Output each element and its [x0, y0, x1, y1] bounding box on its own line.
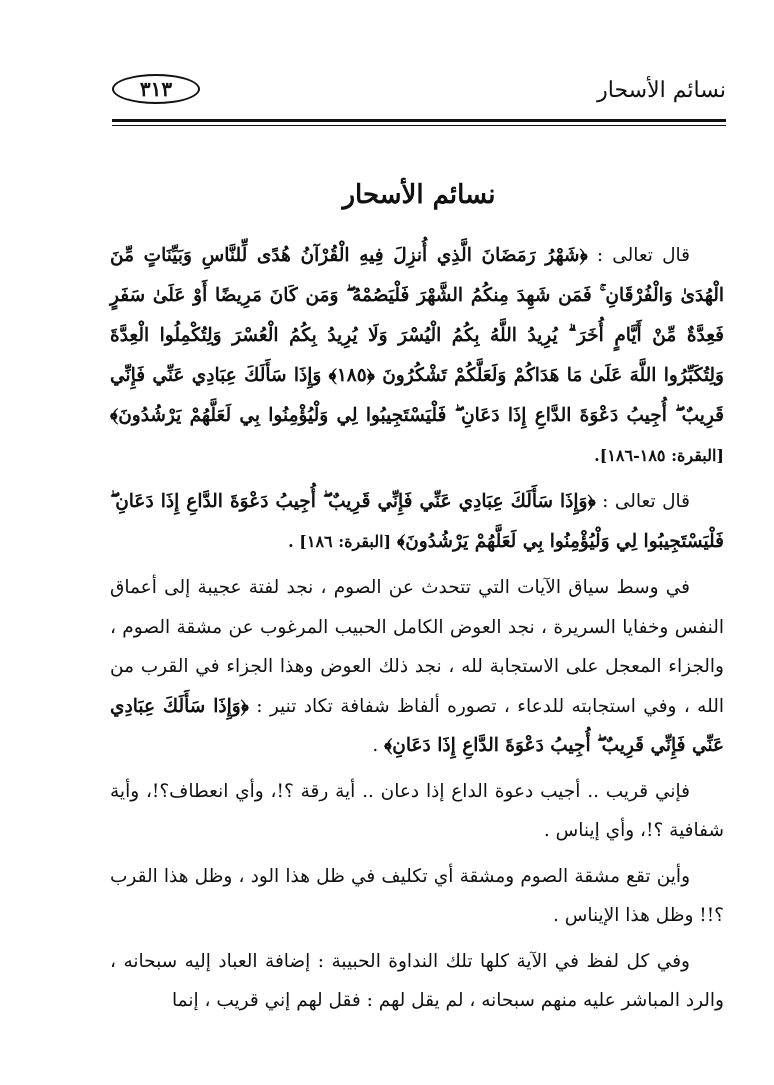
paragraph-verse-1: [110, 236, 724, 476]
page-number-badge: ٣١٣: [112, 74, 200, 104]
paragraph-5: وأين تقع مشقة الصوم ومشقة أي تكليف في ظل هذا الود ، وظل هذا القرب ؟!! وظل هذا الإيناس .: [110, 865, 724, 926]
verse-reference: [البقرة: ١٨٦] .: [288, 532, 392, 551]
paragraph-tail: .: [372, 735, 379, 756]
quran-verse: ﴿وَإِذَا سَأَلَكَ عِبَادِي عَنِّي فَإِنِّي قَرِيبٌ ۖ أُجِيبُ دَعْوَةَ الدَّاعِ إِذَا دَعَانِ ۖ فَلْيَسْتَجِيبُوا لِي وَلْيُؤْمِنُوا بِي لَعَلَّهُمْ يَرْشُدُونَ﴾: [110, 491, 724, 552]
verse-intro: قال تعالى :: [602, 491, 690, 512]
paragraph-verse-2: [110, 482, 724, 562]
paragraph-3: [110, 568, 724, 766]
quran-verse: ﴿وَإِذَا سَأَلَكَ عِبَادِي عَنِّي فَإِنِّي قَرِيبٌ ۖ أُجِيبُ دَعْوَةَ الدَّاعِ إِذَا دَعَانِ﴾: [110, 695, 724, 756]
paragraph-6: وفي كل لفظ في الآية كلها تلك النداوة الحبيبة : إضافة العباد إليه سبحانه ، والرد المباشر عليه منهم سبحانه ، لم يقل لهم : فقل لهم إني قريب ، إنما: [110, 950, 724, 1011]
running-head: نسائم الأسحار: [597, 78, 726, 103]
body-text: [110, 236, 724, 1027]
header-rule-thick: [112, 119, 726, 122]
verse-intro: قال تعالى :: [596, 245, 690, 266]
quran-verse: ﴿شَهْرُ رَمَضَانَ الَّذِي أُنزِلَ فِيهِ الْقُرْآنُ هُدًى لِّلنَّاسِ وَبَيِّنَاتٍ مِّنَ الْهُدَىٰ وَالْفُرْقَانِ ۚ فَمَن شَهِدَ مِنكُمُ الشَّهْرَ فَلْيَصُمْهُ ۖ وَمَن كَانَ مَرِيضًا أَوْ عَلَىٰ سَفَرٍ فَعِدَّةٌ مِّنْ أَيَّامٍ أُخَرَ ۗ يُرِيدُ اللَّهُ بِكُمُ الْيُسْرَ وَلَا يُرِيدُ بِكُمُ الْعُسْرَ وَلِتُكْمِلُوا الْعِدَّةَ وَلِتُكَبِّرُوا اللَّهَ عَلَىٰ مَا هَدَاكُمْ وَلَعَلَّكُمْ تَشْكُرُونَ ﴿١٨٥﴾ وَإِذَا سَأَلَكَ عِبَادِي عَنِّي فَإِنِّي قَرِيبٌ ۖ أُجِيبُ دَعْوَةَ الدَّاعِ إِذَا دَعَانِ ۖ فَلْيَسْتَجِيبُوا لِي وَلْيُؤْمِنُوا بِي لَعَلَّهُمْ يَرْشُدُونَ﴾: [110, 245, 724, 426]
section-title: نسائم الأسحار: [342, 180, 496, 210]
header-rule-thin: [112, 125, 726, 126]
verse-reference: [البقرة: ١٨٥-١٨٦].: [594, 446, 724, 465]
paragraph-text: في وسط سياق الآيات التي تتحدث عن الصوم ، نجد لفتة عجيبة إلى أعماق النفس وخفايا السريرة ، نجد العوض الكامل الحبيب المرغوب عن مشقة الصوم ، والجزاء المعجل على الاستجابة لله ، نجد ذلك العوض وهذا الجزاء في القرب من الله ، وفي استجابته للدعاء ، تصوره ألفاظ شفافة تكاد تنير :: [110, 577, 724, 717]
paragraph-4: فإني قريب .. أجيب دعوة الداع إذا دعان .. أية رقة ؟!، وأي انعطاف؟!، وأية شفافية ؟!، وأي إيناس .: [110, 780, 724, 841]
page-header: [112, 70, 726, 116]
